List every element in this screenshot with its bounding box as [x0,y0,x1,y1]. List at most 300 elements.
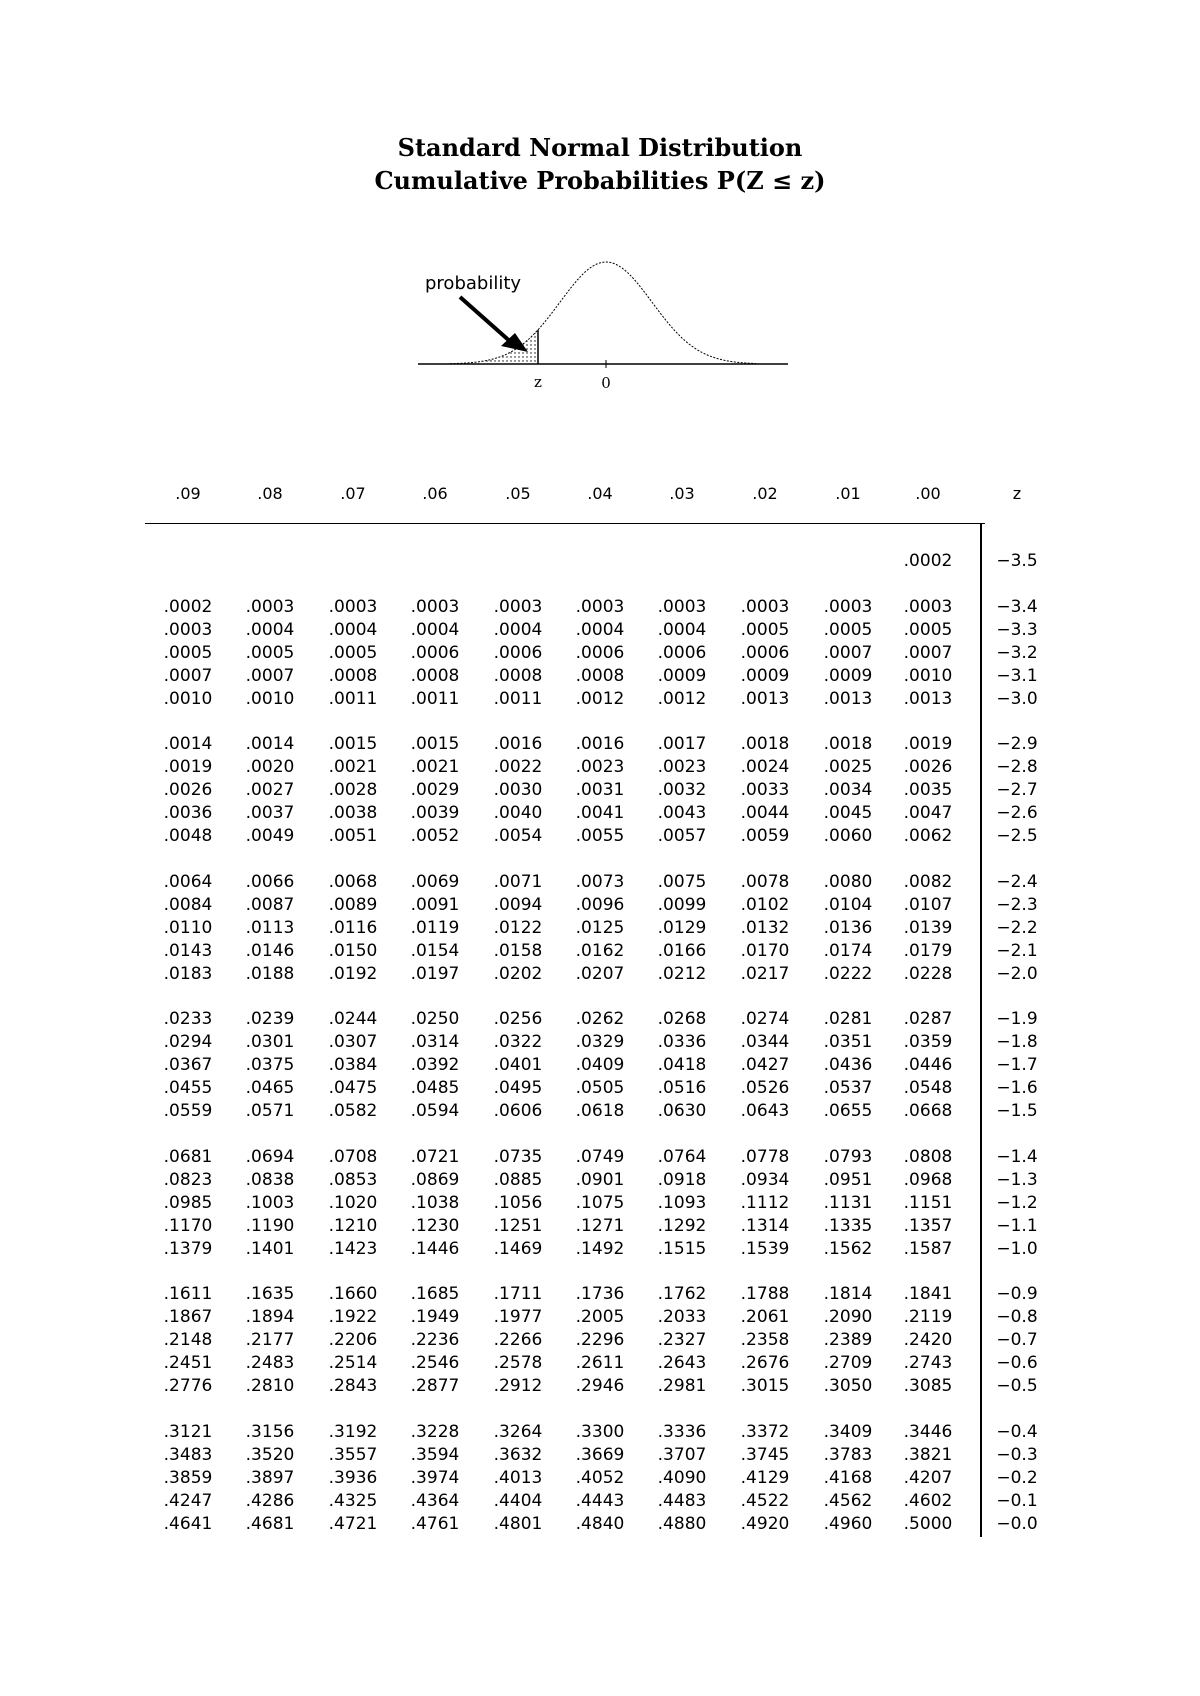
table-cell: .3520 [245,1444,295,1465]
table-cell: .0150 [328,940,378,961]
table-cell: .0055 [575,826,625,846]
table-cell: .0013 [903,688,953,709]
table-cell: .0003 [823,596,873,617]
table-cell: .5000 [903,1513,953,1534]
table-cell: .0853 [328,1169,378,1190]
table-cell: .3192 [328,1421,378,1442]
table-cell: .0375 [245,1055,295,1076]
table-cell: .0009 [657,665,707,686]
table-cell: .1977 [493,1307,543,1328]
z-value: −1.8 [996,1032,1038,1053]
table-cell: .0034 [823,780,873,801]
column-header: .05 [505,484,531,503]
table-cell: .0409 [575,1055,625,1076]
table-cell: .2546 [410,1353,460,1374]
table-cell: .1131 [823,1192,873,1213]
table-cell: .2296 [575,1330,625,1351]
table-cell: .0143 [163,940,213,961]
z-value: −2.9 [996,734,1038,755]
table-cell: .3669 [575,1444,625,1465]
table-cell: .1660 [328,1284,378,1305]
probability-label: probability [425,273,522,294]
table-cell: .0287 [903,1009,953,1030]
table-cell: .3015 [740,1376,790,1396]
table-cell: .0005 [823,619,873,640]
table-cell: .0037 [245,803,295,824]
table-cell: .0359 [903,1032,953,1053]
z-column-rule [980,523,982,1537]
table-cell: .0104 [823,894,873,915]
table-cell: .1949 [410,1307,460,1328]
table-cell: .0384 [328,1055,378,1076]
table-cell: .0102 [740,894,790,915]
table-cell: .3821 [903,1444,953,1465]
table-cell: .0188 [245,963,295,984]
table-cell: .0003 [245,596,295,617]
table-cell: .0049 [245,826,295,846]
table-cell: .2483 [245,1353,295,1374]
z-column-header: z [1012,484,1022,503]
table-cell: .3745 [740,1444,790,1465]
z-value: −2.7 [996,780,1038,801]
table-cell: .0010 [903,665,953,686]
table-cell: .1894 [245,1307,295,1328]
table-cell: .0011 [410,688,460,709]
table-cell: .0047 [903,803,953,824]
table-cell: .2266 [493,1330,543,1351]
table-cell: .2327 [657,1330,707,1351]
table-cell: .3085 [903,1376,953,1396]
table-cell: .1056 [493,1192,543,1213]
table-cell: .0681 [163,1146,213,1167]
table-cell: .0505 [575,1078,625,1099]
table-cell: .0901 [575,1169,625,1190]
table-cell: .0110 [163,917,213,938]
table-cell: .0026 [903,757,953,778]
table-cell: .0044 [740,803,790,824]
table-cell: .2420 [903,1330,953,1351]
table-cell: .0749 [575,1146,625,1167]
arrow-shaft [460,297,513,344]
table-cell: .1587 [903,1238,953,1259]
table-cell: .0029 [410,780,460,801]
table-cell: .0793 [823,1146,873,1167]
column-header: .07 [340,484,366,503]
z-value: −0.9 [996,1284,1038,1305]
table-cell: .0158 [493,940,543,961]
table-cell: .0002 [903,551,953,571]
table-cell: .0139 [903,917,953,938]
table-cell: .0934 [740,1169,790,1190]
table-cell: .0012 [575,688,625,709]
table-cell: .0351 [823,1032,873,1053]
table-cell: .2090 [823,1307,873,1328]
table-cell: .0643 [740,1101,790,1121]
table-cell: .2611 [575,1353,625,1374]
table-cell: .0014 [163,734,213,755]
table-cell: .1003 [245,1192,295,1213]
table-cell: .0005 [163,642,213,663]
table-cell: .3859 [163,1467,213,1488]
table-cell: .4129 [740,1467,790,1488]
table-cell: .0166 [657,940,707,961]
table-cell: .0004 [328,619,378,640]
table-cell: .0314 [410,1032,460,1053]
table-cell: .0918 [657,1169,707,1190]
table-cell: .0064 [163,871,213,892]
table-cell: .3264 [493,1421,543,1442]
table-cell: .0033 [740,780,790,801]
table-cell: .0838 [245,1169,295,1190]
table-cell: .1401 [245,1238,295,1259]
table-cell: .0020 [245,757,295,778]
table-cell: .0084 [163,894,213,915]
zero-axis-label: 0 [601,374,611,390]
table-cell: .1423 [328,1238,378,1259]
table-cell: .1611 [163,1284,213,1305]
table-cell: .0823 [163,1169,213,1190]
table-cell: .1841 [903,1284,953,1305]
table-cell: .0183 [163,963,213,984]
table-cell: .1335 [823,1215,873,1236]
table-cell: .0011 [493,688,543,709]
table-cell: .0694 [245,1146,295,1167]
table-cell: .0003 [740,596,790,617]
table-cell: .0294 [163,1032,213,1053]
table-cell: .3156 [245,1421,295,1442]
table-cell: .0207 [575,963,625,984]
z-value: −3.1 [996,665,1038,686]
table-cell: .0606 [493,1101,543,1121]
table-cell: .2676 [740,1353,790,1374]
table-cell: .0007 [163,665,213,686]
table-cell: .0004 [410,619,460,640]
table-cell: .2810 [245,1376,295,1396]
table-cell: .0655 [823,1101,873,1121]
table-cell: .0068 [328,871,378,892]
table-cell: .0174 [823,940,873,961]
table-cell: .4840 [575,1513,625,1534]
table-cell: .0013 [740,688,790,709]
table-cell: .0004 [575,619,625,640]
table-cell: .0446 [903,1055,953,1076]
z-value: −0.6 [996,1353,1038,1374]
table-cell: .2148 [163,1330,213,1351]
table-cell: .3228 [410,1421,460,1442]
table-cell: .0051 [328,826,378,846]
table-cell: .0004 [245,619,295,640]
table-cell: .0228 [903,963,953,984]
column-header: .04 [587,484,613,503]
table-cell: .1736 [575,1284,625,1305]
table-cell: .4364 [410,1490,460,1511]
table-cell: .1038 [410,1192,460,1213]
z-value: −3.3 [996,619,1038,640]
table-cell: .4443 [575,1490,625,1511]
z-value: −2.5 [996,826,1038,846]
table-cell: .0274 [740,1009,790,1030]
table-cell: .0367 [163,1055,213,1076]
table-cell: .0012 [657,688,707,709]
table-cell: .0307 [328,1032,378,1053]
table-cell: .3483 [163,1444,213,1465]
table-cell: .2061 [740,1307,790,1328]
table-cell: .0066 [245,871,295,892]
table-cell: .4960 [823,1513,873,1534]
z-value: −1.9 [996,1009,1038,1030]
z-value: −2.2 [996,917,1038,938]
table-cell: .0136 [823,917,873,938]
table-cell: .0005 [328,642,378,663]
table-cell: .0011 [328,688,378,709]
table-cell: .2389 [823,1330,873,1351]
table-cell: .0268 [657,1009,707,1030]
z-value: −2.3 [996,894,1038,915]
table-cell: .1020 [328,1192,378,1213]
table-cell: .0582 [328,1101,378,1121]
table-cell: .0239 [245,1009,295,1030]
z-value: −2.1 [996,940,1038,961]
table-cell: .4168 [823,1467,873,1488]
table-cell: .0069 [410,871,460,892]
table-cell: .4052 [575,1467,625,1488]
z-value: −0.3 [996,1444,1038,1465]
z-value: −0.0 [996,1513,1038,1534]
table-cell: .0006 [493,642,543,663]
table-cell: .0436 [823,1055,873,1076]
table-cell: .0003 [163,619,213,640]
table-cell: .0233 [163,1009,213,1030]
z-value: −3.5 [996,551,1038,571]
table-cell: .0009 [823,665,873,686]
table-cell: .3300 [575,1421,625,1442]
column-header: .02 [752,484,778,503]
table-cell: .0418 [657,1055,707,1076]
z-value: −2.4 [996,871,1038,892]
z-value: −1.4 [996,1146,1038,1167]
table-cell: .0007 [823,642,873,663]
table-cell: .0006 [410,642,460,663]
table-cell: .1762 [657,1284,707,1305]
table-cell: .1562 [823,1238,873,1259]
table-cell: .0427 [740,1055,790,1076]
table-cell: .0009 [740,665,790,686]
z-axis-label: z [534,373,542,390]
z-value: −1.5 [996,1101,1038,1121]
table-cell: .2514 [328,1353,378,1374]
table-cell: .1093 [657,1192,707,1213]
table-cell: .3372 [740,1421,790,1442]
table-cell: .1170 [163,1215,213,1236]
table-cell: .0537 [823,1078,873,1099]
table-cell: .0004 [657,619,707,640]
table-cell: .0015 [328,734,378,755]
table-cell: .2177 [245,1330,295,1351]
z-value: −0.1 [996,1490,1038,1511]
table-cell: .1314 [740,1215,790,1236]
table-cell: .0003 [657,596,707,617]
table-cell: .0778 [740,1146,790,1167]
table-cell: .0022 [493,757,543,778]
table-cell: .1635 [245,1284,295,1305]
table-cell: .0008 [328,665,378,686]
table-cell: .2776 [163,1376,213,1396]
table-cell: .0571 [245,1101,295,1121]
table-cell: .3409 [823,1421,873,1442]
table-cell: .4681 [245,1513,295,1534]
table-cell: .0455 [163,1078,213,1099]
z-value: −3.4 [996,596,1038,617]
table-cell: .0132 [740,917,790,938]
table-cell: .0526 [740,1078,790,1099]
table-cell: .0125 [575,917,625,938]
table-cell: .0005 [740,619,790,640]
table-cell: .0392 [410,1055,460,1076]
table-cell: .0010 [245,688,295,709]
table-cell: .0212 [657,963,707,984]
z-value: −0.4 [996,1421,1038,1442]
table-cell: .0027 [245,780,295,801]
table-cell: .0336 [657,1032,707,1053]
table-cell: .0032 [657,780,707,801]
table-cell: .0017 [657,734,707,755]
table-cell: .1112 [740,1192,790,1213]
table-cell: .3783 [823,1444,873,1465]
table-cell: .4761 [410,1513,460,1534]
table-cell: .1867 [163,1307,213,1328]
table-cell: .1922 [328,1307,378,1328]
table-cell: .0594 [410,1101,460,1121]
table-cell: .3974 [410,1467,460,1488]
table-cell: .0003 [575,596,625,617]
table-cell: .0262 [575,1009,625,1030]
table-cell: .0003 [493,596,543,617]
table-cell: .4602 [903,1490,953,1511]
table-cell: .0016 [493,734,543,755]
table-cell: .0091 [410,894,460,915]
table-cell: .0004 [493,619,543,640]
table-cell: .0007 [903,642,953,663]
table-cell: .4404 [493,1490,543,1511]
table-cell: .3707 [657,1444,707,1465]
table-cell: .4801 [493,1513,543,1534]
table-cell: .0023 [575,757,625,778]
table-cell: .0013 [823,688,873,709]
table-cell: .0869 [410,1169,460,1190]
table-cell: .1230 [410,1215,460,1236]
table-cell: .3557 [328,1444,378,1465]
table-cell: .1711 [493,1284,543,1305]
table-cell: .0244 [328,1009,378,1030]
table-cell: .0054 [493,826,543,846]
table-cell: .2578 [493,1353,543,1374]
table-cell: .0495 [493,1078,543,1099]
header-rule [145,523,985,524]
table-cell: .0559 [163,1101,213,1121]
table-cell: .0038 [328,803,378,824]
table-cell: .0516 [657,1078,707,1099]
table-cell: .0329 [575,1032,625,1053]
table-cell: .1357 [903,1215,953,1236]
table-cell: .3336 [657,1421,707,1442]
table-cell: .4721 [328,1513,378,1534]
table-cell: .2743 [903,1353,953,1374]
z-value: −1.1 [996,1215,1038,1236]
table-cell: .0062 [903,826,953,846]
table-cell: .0322 [493,1032,543,1053]
table-cell: .0256 [493,1009,543,1030]
z-value: −1.6 [996,1078,1038,1099]
table-cell: .3121 [163,1421,213,1442]
table-cell: .0735 [493,1146,543,1167]
table-cell: .0059 [740,826,790,846]
table-cell: .0301 [245,1032,295,1053]
table-cell: .0075 [657,871,707,892]
table-cell: .0170 [740,940,790,961]
table-cell: .1271 [575,1215,625,1236]
table-cell: .0202 [493,963,543,984]
table-cell: .0985 [163,1192,213,1213]
table-cell: .0119 [410,917,460,938]
table-cell: .0008 [493,665,543,686]
table-cell: .0019 [903,734,953,755]
table-cell: .0082 [903,871,953,892]
table-cell: .0014 [245,734,295,755]
table-cell: .3594 [410,1444,460,1465]
table-cell: .4483 [657,1490,707,1511]
table-cell: .0222 [823,963,873,984]
table-cell: .0968 [903,1169,953,1190]
table-cell: .0281 [823,1009,873,1030]
table-cell: .2946 [575,1376,625,1396]
table-cell: .1379 [163,1238,213,1259]
table-cell: .0721 [410,1146,460,1167]
table-cell: .0006 [575,642,625,663]
table-cell: .2119 [903,1307,953,1328]
table-cell: .0129 [657,917,707,938]
table-cell: .0485 [410,1078,460,1099]
table-cell: .0116 [328,917,378,938]
table-cell: .0031 [575,780,625,801]
table-cell: .2451 [163,1353,213,1374]
table-cell: .0179 [903,940,953,961]
table-cell: .0028 [328,780,378,801]
table-cell: .0107 [903,894,953,915]
table-cell: .0023 [657,757,707,778]
table-cell: .0708 [328,1146,378,1167]
z-value: −3.0 [996,688,1038,709]
z-value: −0.7 [996,1330,1038,1351]
z-value: −1.2 [996,1192,1038,1213]
table-cell: .4562 [823,1490,873,1511]
table-cell: .0764 [657,1146,707,1167]
table-cell: .0021 [410,757,460,778]
table-cell: .1515 [657,1238,707,1259]
table-cell: .1814 [823,1284,873,1305]
table-cell: .0073 [575,871,625,892]
table-cell: .0036 [163,803,213,824]
table-cell: .3446 [903,1421,953,1442]
table-cell: .0096 [575,894,625,915]
table-cell: .2643 [657,1353,707,1374]
table-cell: .0018 [740,734,790,755]
table-cell: .1075 [575,1192,625,1213]
table-cell: .0005 [245,642,295,663]
table-cell: .0618 [575,1101,625,1121]
table-cell: .4641 [163,1513,213,1534]
table-cell: .0475 [328,1078,378,1099]
table-cell: .0026 [163,780,213,801]
